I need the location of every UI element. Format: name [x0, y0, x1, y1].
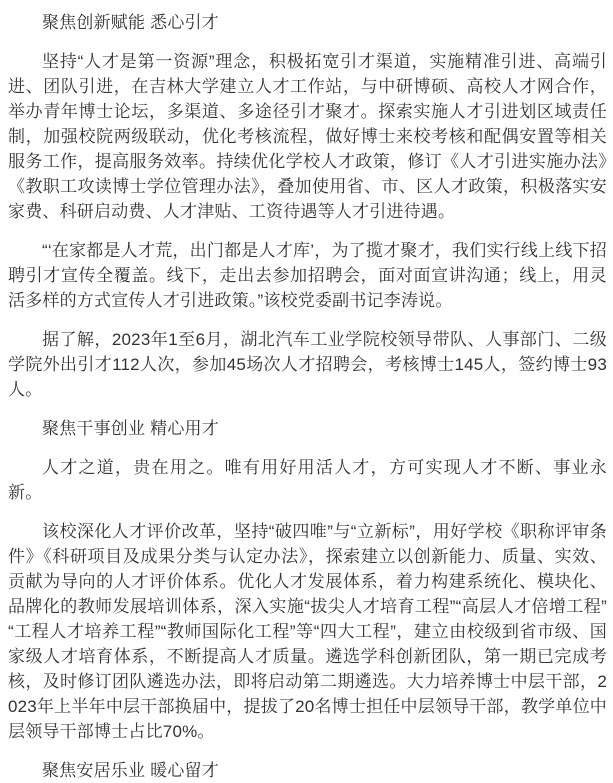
article-body [8, 10, 607, 783]
paragraph-recruitment-stats: 据了解，2023年1至6月，湖北汽车工业学院校领导带队、人事部门、二级学院外出引才112人次，参加45场次人才招聘会，考核博士145人，签约博士93人。 [8, 330, 607, 399]
paragraph-recruitment-policy: 坚持“人才是第一资源”理念，积极拓宽引才渠道，实施精准引进、高端引进、团队引进，在吉林大学建立人才工作站，与中研博硕、高校人才网合作，举办青年博士论坛，多渠道、多途径引才聚才。探索实施人才引进划区域责任制，加强校院两级联动，优化考核流程，做好博士来校考核和配偶安置等相关服务工作，提高服务效率。持续优化学校人才政策，修订《人才引进实施办法》《教职工攻读博士学位管理办法》，叠加使用省、市、区人才政策，积极落实安家费、科研启动费、人才津贴、工资待遇等人才引进待遇。 [8, 52, 607, 221]
section-heading-living: 聚焦安居乐业 暖心留才 [42, 761, 219, 780]
section-heading-career: 聚焦干事创业 精心用才 [42, 419, 219, 438]
paragraph-talent-use: 人才之道，贵在用之。唯有用好用活人才，方可实现人才不断、事业永新。 [8, 458, 607, 502]
paragraph-quote-litao: “‘在家都是人才荒，出门都是人才库’，为了揽才聚才，我们实行线上线下招聘引才宣传全覆盖。线下，走出去参加招聘会，面对面宣讲沟通；线上，用灵活多样的方式宣传人才引进政策。”该校党委副书记李涛说。 [8, 241, 607, 310]
section-heading-innovation: 聚焦创新赋能 悉心引才 [42, 13, 219, 32]
paragraph-evaluation-reform: 该校深化人才评价改革，坚持“破四唯”与“立新标”，用好学校《职称评审条件》《科研项目及成果分类与认定办法》，探索建立以创新能力、质量、实效、贡献为导向的人才评价体系。优化人才发展体系，着力构建系统化、模块化、品牌化的教师发展培训体系，深入实施“拔尖人才培育工程”“高层人才倍增工程”“工程人才培养工程”“教师国际化工程”等“四大工程”，建立由校级到省市级、国家级人才培育体系，不断提高人才质量。遴选学科创新团队，第一期已完成考核，及时修订团队遴选办法，即将启动第二期遴选。大力培养博士中层干部，2023年上半年中层干部换届中，提拔了20名博士担任中层领导干部，教学单位中层领导干部博士占比70%。 [8, 522, 607, 741]
